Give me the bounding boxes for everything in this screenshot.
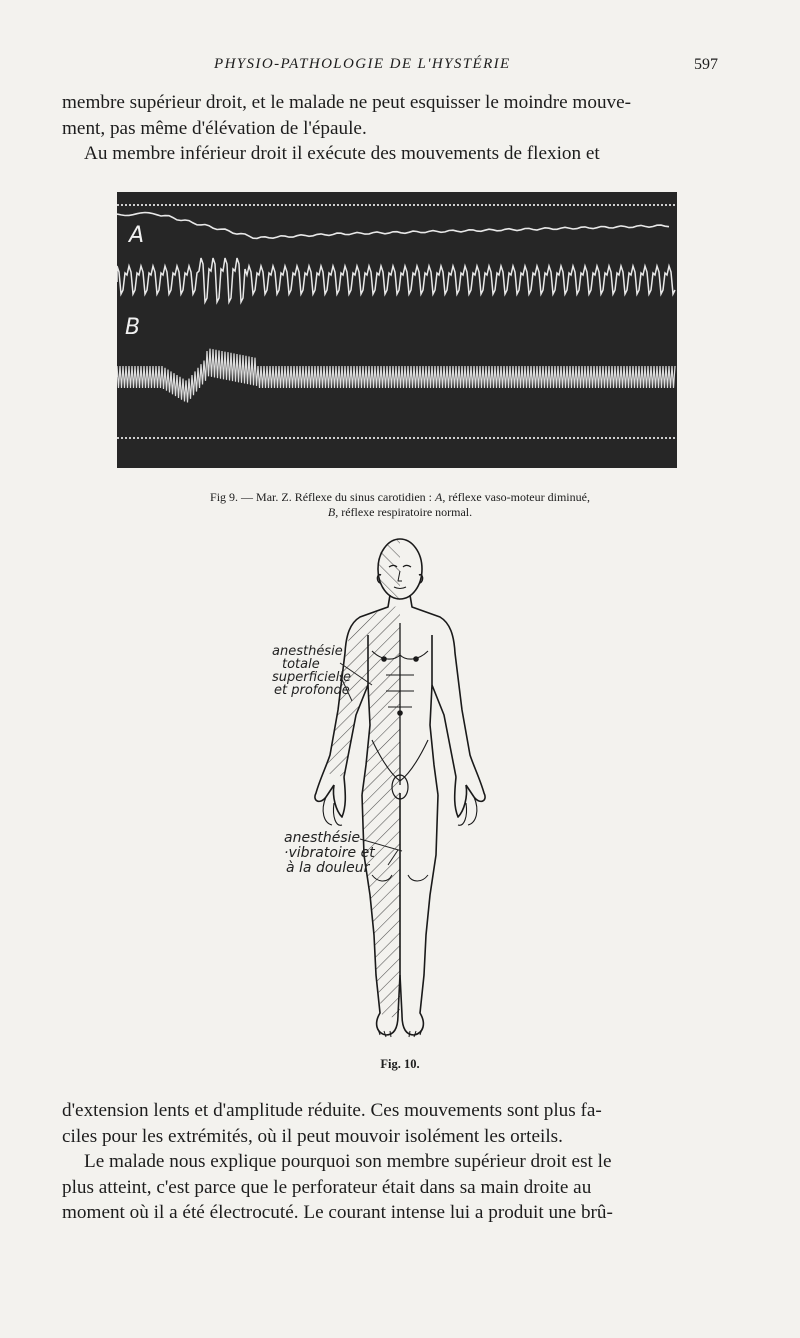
caption-label-b: B, bbox=[327, 505, 339, 519]
annotation-line: superficielle bbox=[272, 670, 351, 685]
annotation-line: à la douleur bbox=[286, 860, 370, 876]
tracing-svg bbox=[117, 192, 677, 468]
body-text-bottom bbox=[62, 1098, 726, 1226]
trace-a-vasomotor bbox=[117, 213, 669, 239]
text-line: plus atteint, c'est parce que le perforateur était dans sa main droite au bbox=[62, 1176, 592, 1198]
trace-label-b: B bbox=[125, 315, 141, 340]
annotation-upper bbox=[272, 645, 351, 697]
body-diagram-svg bbox=[250, 535, 550, 1045]
running-title: PHYSIO-PATHOLOGIE DE L'HYSTÉRIE bbox=[214, 56, 511, 72]
caption-label-a: A, bbox=[435, 490, 446, 504]
caption-text: réflexe respiratoire normal. bbox=[338, 505, 473, 519]
trace-b-respiratory bbox=[117, 349, 675, 403]
text-line: moment où il a été électrocuté. Le courant intense lui a produit une brû- bbox=[62, 1202, 613, 1223]
text-line: ciles pour les extrémités, où il peut mouvoir isolément les orteils. bbox=[62, 1125, 563, 1147]
figure-10-caption: Fig. 10. bbox=[380, 1057, 420, 1071]
annotation-lower bbox=[284, 831, 375, 876]
text-line: d'extension lents et d'amplitude réduite. Ces mouvements sont plus fa- bbox=[62, 1100, 602, 1121]
hatch-zone-face bbox=[378, 540, 400, 601]
page-number: 597 bbox=[694, 56, 718, 73]
text-line: Au membre inférieur droit il exécute des mouvements de flexion et bbox=[84, 143, 600, 164]
figure-10-body-diagram bbox=[250, 535, 550, 1045]
annotation-line: ·vibratoire et bbox=[284, 845, 375, 861]
annotation-line: anesthésie bbox=[284, 830, 361, 846]
text-line: Le malade nous explique pourquoi son membre supérieur droit est le bbox=[84, 1151, 612, 1172]
annotation-line: totale bbox=[282, 657, 320, 672]
body-text-top bbox=[62, 90, 726, 167]
figure-9-tracing bbox=[117, 192, 677, 468]
figure-9-caption bbox=[130, 490, 670, 520]
caption-text: Fig 9. — Mar. Z. Réflexe du sinus carotidien : bbox=[210, 490, 435, 504]
trace-a-pulse bbox=[117, 258, 675, 302]
text-line: ment, pas même d'élévation de l'épaule. bbox=[62, 117, 367, 139]
running-head bbox=[0, 56, 800, 78]
caption-text: réflexe vaso-moteur diminué, bbox=[445, 490, 590, 504]
annotation-line: anesthésie bbox=[272, 644, 343, 659]
annotation-line: et profonde bbox=[274, 683, 350, 698]
text-line: membre supérieur droit, et le malade ne peut esquisser le moindre mouve- bbox=[62, 92, 632, 113]
trace-label-a: A bbox=[129, 223, 145, 248]
